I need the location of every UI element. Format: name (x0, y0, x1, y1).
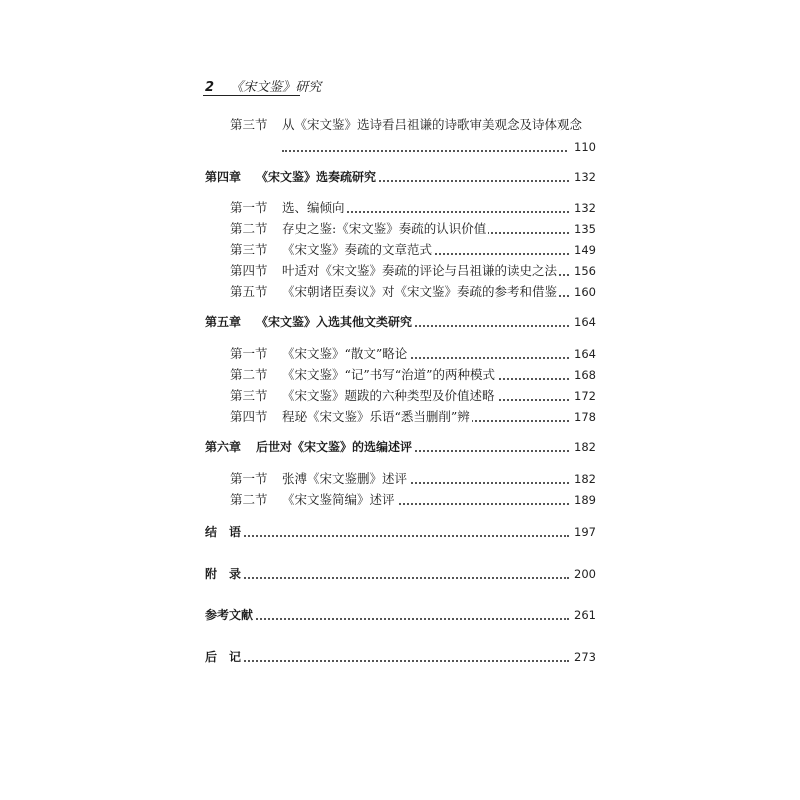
page-ref: 200 (574, 567, 596, 581)
toc-entry-5-2[interactable] (0, 366, 800, 384)
toc-entry-4-5[interactable] (0, 283, 800, 301)
book-title: 《宋文鉴》研究 (230, 80, 322, 95)
page-ref: 164 (574, 315, 596, 329)
section-label: 第一节 (230, 346, 268, 361)
section-title: 《宋文鉴》奏疏的文章范式 (282, 242, 433, 257)
section-title: 张溥《宋文鉴删》述评 (282, 471, 408, 486)
appendix-label: 附 录 (205, 567, 242, 581)
toc-entry-6-1[interactable] (0, 470, 800, 488)
section-title: 从《宋文鉴》选诗看吕祖谦的诗歌审美观念及诗体观念 (282, 117, 583, 132)
dot-leader (205, 535, 569, 537)
section-title: 《宋文鉴》题跋的六种类型及价值述略 (282, 388, 495, 403)
dot-leader (282, 150, 567, 152)
page-ref: 261 (574, 608, 596, 622)
toc-entry-5-3[interactable] (0, 387, 800, 405)
section-label: 第四节 (230, 409, 268, 424)
section-title: 叶适对《宋文鉴》奏疏的评论与吕祖谦的读史之法 (282, 263, 558, 278)
section-label: 第二节 (230, 492, 268, 507)
section-label: 第四节 (230, 263, 268, 278)
section-label: 第五节 (230, 284, 268, 299)
dot-leader (205, 577, 569, 579)
dot-leader (205, 618, 569, 620)
section-label: 第一节 (230, 200, 268, 215)
chapter-title: 《宋文鉴》选奏疏研究 (256, 170, 377, 184)
toc-entry-4-3[interactable] (0, 241, 800, 259)
page-ref: 156 (574, 264, 596, 278)
section-label: 第二节 (230, 367, 268, 382)
page-ref: 160 (574, 285, 596, 299)
toc-chapter-6[interactable] (0, 438, 800, 456)
page-ref: 182 (574, 472, 596, 486)
toc-conclusion[interactable] (0, 523, 800, 541)
toc-afterword[interactable] (0, 648, 800, 666)
toc-references[interactable] (0, 606, 800, 624)
page-ref: 189 (574, 493, 596, 507)
toc-entry-3-3[interactable] (0, 116, 800, 134)
toc-entry-6-2[interactable] (0, 491, 800, 509)
page-ref: 172 (574, 389, 596, 403)
toc-entry-4-1[interactable] (0, 199, 800, 217)
dot-leader (205, 660, 569, 662)
toc-appendix[interactable] (0, 565, 800, 583)
page-ref: 168 (574, 368, 596, 382)
section-title: 存史之鉴:《宋文鉴》奏疏的认识价值 (282, 221, 487, 236)
afterword-label: 后 记 (205, 650, 242, 664)
section-title: 《宋文鉴》“散文”略论 (282, 346, 408, 361)
page-ref: 182 (574, 440, 596, 454)
section-label: 第三节 (230, 388, 268, 403)
page-ref: 135 (574, 222, 596, 236)
page-ref: 132 (574, 201, 596, 215)
chapter-title: 后世对《宋文鉴》的选编述评 (256, 440, 413, 454)
section-title: 《宋文鉴》“记”书写“治道”的两种模式 (282, 367, 496, 382)
section-label: 第一节 (230, 471, 268, 486)
toc-entry-4-2[interactable] (0, 220, 800, 238)
page-number: 2 (205, 80, 215, 95)
section-title: 《宋文鉴简编》述评 (282, 492, 395, 507)
toc-entry-4-4[interactable] (0, 262, 800, 280)
conclusion-label: 结 语 (205, 525, 242, 539)
page-ref: 178 (574, 410, 596, 424)
section-label: 第二节 (230, 221, 268, 236)
page-ref: 110 (574, 140, 596, 154)
toc-chapter-5[interactable] (0, 313, 800, 331)
page-ref: 164 (574, 347, 596, 361)
toc-entry-5-4[interactable] (0, 408, 800, 426)
toc-entry-3-3-cont[interactable] (0, 138, 800, 156)
page-ref: 273 (574, 650, 596, 664)
section-title: 《宋朝诸臣奏议》对《宋文鉴》奏疏的参考和借鉴 (282, 284, 558, 299)
page-ref: 132 (574, 170, 596, 184)
section-label: 第三节 (230, 242, 268, 257)
section-label: 第三节 (230, 117, 268, 132)
section-title: 程珌《宋文鉴》乐语“悉当删削”辨 (282, 409, 470, 424)
chapter-title: 《宋文鉴》入选其他文类研究 (256, 315, 413, 329)
chapter-label: 第五章 (205, 315, 242, 329)
toc-chapter-4[interactable] (0, 168, 800, 186)
section-title: 选、编倾向 (282, 200, 345, 215)
page-ref: 149 (574, 243, 596, 257)
chapter-label: 第四章 (205, 170, 242, 184)
chapter-label: 第六章 (205, 440, 242, 454)
toc-entry-5-1[interactable] (0, 345, 800, 363)
references-label: 参考文献 (205, 608, 254, 622)
page-ref: 197 (574, 525, 596, 539)
